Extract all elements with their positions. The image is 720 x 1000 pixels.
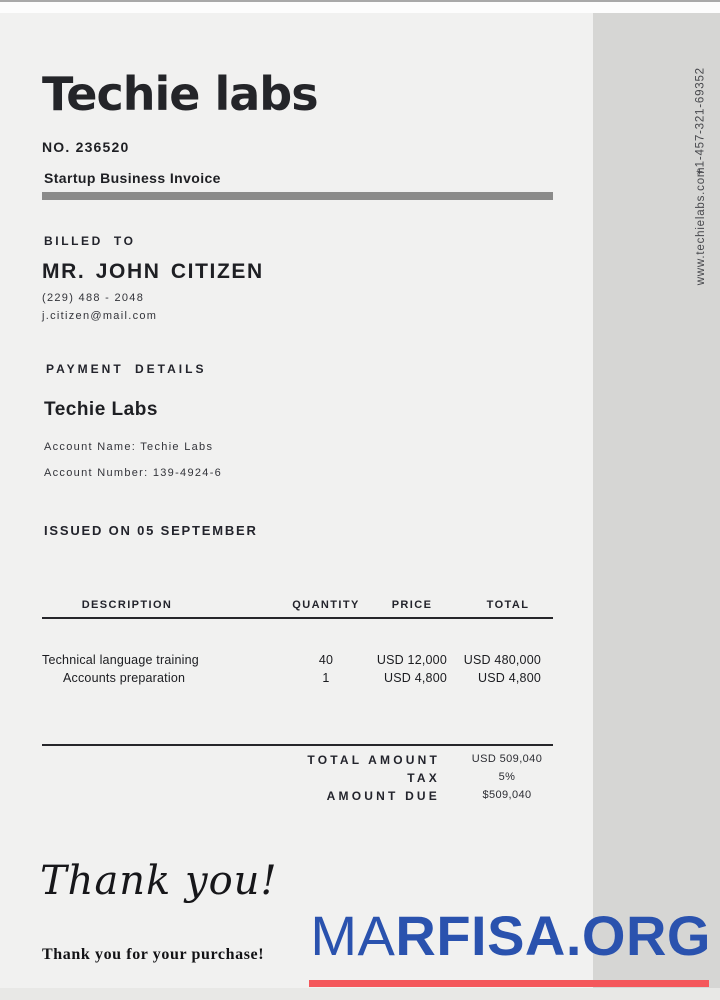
- item-description: Technical language training: [42, 653, 199, 667]
- payment-company: Techie Labs: [44, 399, 158, 420]
- amount-due-label: AMOUNT DUE: [326, 789, 440, 803]
- watermark-bold-part: RFISA.ORG: [395, 904, 711, 967]
- invoice-number: NO. 236520: [42, 139, 130, 155]
- total-amount-value: USD 509,040: [471, 753, 543, 765]
- item-description: Accounts preparation: [63, 671, 186, 685]
- client-name: MR. JOHN CITIZEN: [42, 260, 264, 283]
- thank-you-note: Thank you for your purchase!: [42, 946, 265, 963]
- item-price: USD 12,000: [376, 653, 447, 667]
- total-amount-label: TOTAL AMOUNT: [307, 753, 440, 767]
- client-email: j.citizen@mail.com: [42, 310, 158, 322]
- sidebar-phone: +1-457-321-69352: [694, 67, 707, 175]
- amount-due-value: $509,040: [482, 789, 532, 801]
- sidebar-website: www.techielabs.com: [695, 166, 707, 286]
- column-header-price: PRICE: [391, 599, 433, 611]
- account-number: Account Number: 139-4924-6: [44, 467, 223, 479]
- payment-details-heading: PAYMENT DETAILS: [46, 362, 207, 376]
- tax-value: 5%: [498, 771, 516, 783]
- item-total: USD 4,800: [478, 671, 541, 685]
- totals-rule: [42, 744, 553, 746]
- page-background: [0, 13, 593, 988]
- item-quantity: 40: [318, 653, 334, 667]
- column-header-description: DESCRIPTION: [81, 599, 173, 611]
- issued-date-line: ISSUED ON 05 SEPTEMBER: [44, 523, 258, 538]
- billed-to-heading: BILLED TO: [44, 234, 136, 248]
- watermark-light-part: MA: [310, 904, 396, 967]
- document-title: Startup Business Invoice: [44, 170, 221, 186]
- header-divider-bar: [42, 192, 553, 200]
- client-phone: (229) 488 - 2048: [42, 292, 145, 304]
- marfisa-watermark: [310, 904, 711, 967]
- thank-you-script: Thank you!: [40, 858, 278, 904]
- item-quantity: 1: [322, 671, 330, 685]
- column-header-total: TOTAL: [486, 599, 530, 611]
- tax-label: TAX: [407, 771, 440, 785]
- company-logo: Techie labs: [42, 67, 318, 121]
- item-price: USD 4,800: [384, 671, 447, 685]
- item-total: USD 480,000: [463, 653, 541, 667]
- top-white-band: [0, 2, 720, 13]
- account-name: Account Name: Techie Labs: [44, 441, 214, 453]
- table-header-rule: [42, 617, 553, 619]
- watermark-underline: [309, 980, 709, 987]
- column-header-quantity: QUANTITY: [292, 599, 360, 611]
